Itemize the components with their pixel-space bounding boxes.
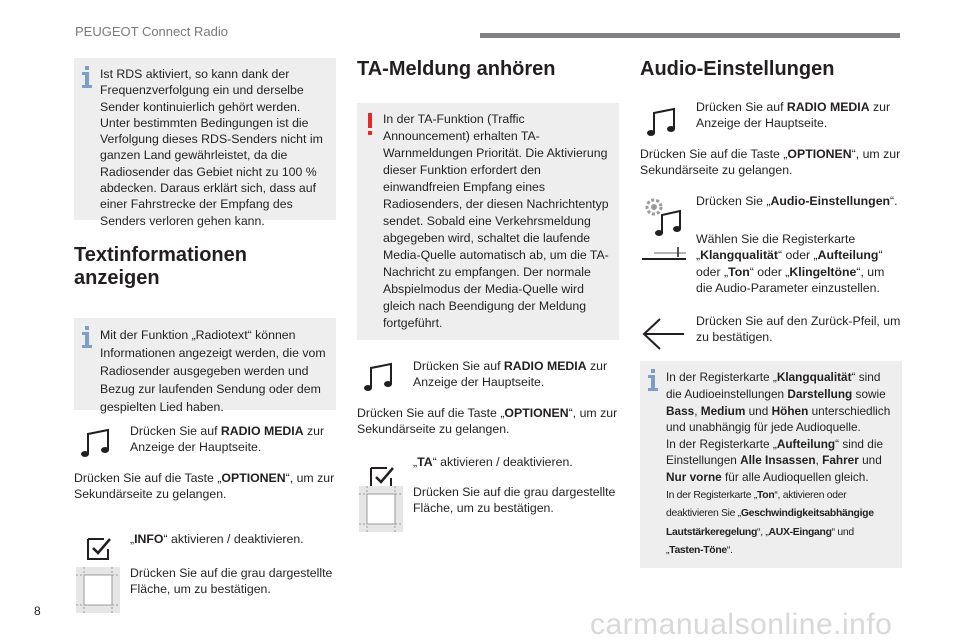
step-text: “ aktivieren / deaktivieren. [163, 531, 304, 546]
warning-box-ta [357, 103, 619, 340]
column-2 [357, 58, 619, 517]
step-text: Drücken Sie auf die grau dargestellte Fläche, um zu bestätigen. [130, 566, 333, 597]
info-icon [81, 326, 93, 348]
info-bold: Fahrer [822, 453, 859, 468]
step-radio-media [640, 99, 902, 132]
audio-einstellungen-label: Audio-Einstellungen [770, 193, 891, 208]
radio-media-label: RADIO MEDIA [503, 359, 587, 373]
step-back-arrow [640, 313, 902, 346]
info-fragment: “. [726, 545, 733, 557]
info-bold: Medium [700, 403, 746, 418]
para-text: Drücken Sie auf die Taste „ [74, 470, 222, 485]
step-text: Wählen Sie die Registerkarte „ [696, 232, 856, 263]
step-grey-area [357, 484, 619, 517]
info-bold: Höhen [771, 403, 809, 418]
para-text: “, um zur Sekundärseite zu gelangen. [357, 405, 618, 437]
step-text: Drücken Sie auf [413, 359, 504, 373]
info-bold: Geschwindigkeitsabhängige Lautstärkeregelung [666, 508, 874, 538]
step-audio-settings [640, 193, 902, 209]
step-ta-toggle [357, 454, 619, 470]
para-optionen [74, 470, 336, 503]
info-icon [81, 66, 93, 88]
warning-icon [367, 113, 373, 135]
step-text: Drücken Sie auf [696, 100, 787, 114]
step-radio-media [357, 354, 619, 391]
info-bold: Tasten-Töne [669, 545, 727, 557]
info-fragment: , [815, 453, 823, 468]
info-fragment: “, aktivieren oder deaktivieren Sie „ [666, 489, 847, 520]
page-number: 8 [34, 604, 41, 618]
warning-text-ta: In der TA-Funktion (Traffic Announcement) erhalten TA-Warnmeldungen Priorität. Die Aktivierung dieser Funktion erfordert den einwandfreien Empfang eines Radiosenders, der diesen Nachrichtentyp sendet. Sobald eine Verkehrsmeldung abgegeben wird, schaltet die laufende Media-Quelle automatisch ab, um die TA-Nachricht zu empfangen. Der normale Abspielmodus der Media-Quelle wird gleich nach Beendigung der Meldung fortgeführt. [383, 112, 609, 330]
info-fragment: “, „ [757, 526, 769, 538]
klingeltoene-label: Klingeltöne [789, 264, 857, 279]
info-bold: Bass [666, 403, 695, 418]
step-text: “, um die Audio-Parameter einzustellen. [696, 264, 885, 296]
info-box-rds [74, 58, 336, 228]
info-small [666, 490, 874, 557]
ton-label: Ton [728, 264, 750, 279]
grey-area-icon [357, 484, 405, 534]
info-fragment: In der Registerkarte „ [666, 370, 777, 385]
info-fragment: “ sind die Einstellungen [666, 436, 884, 468]
para-optionen [640, 146, 902, 179]
info-fragment: “ und „ [666, 526, 854, 557]
back-arrow-icon [640, 313, 688, 355]
para-text: Drücken Sie auf die Taste „ [640, 146, 788, 161]
info-fragment: unterschiedlich und unabhängig für jede Audioquelle. [666, 403, 891, 435]
step-text: “. [890, 193, 898, 208]
step-text: “ oder „ [749, 264, 790, 279]
radio-media-label: RADIO MEDIA [786, 100, 870, 114]
klangqualitaet-label: Klangqualität [700, 248, 778, 263]
checkbox-icon [74, 525, 122, 567]
optionen-label: OPTIONEN [221, 470, 286, 485]
info-bold: Ton [757, 489, 775, 501]
header-title: PEUGEOT Connect Radio [75, 24, 228, 39]
info-bold: Aufteilung [776, 436, 836, 451]
info-fragment: In der Registerkarte „ [666, 489, 757, 501]
column-1 [74, 58, 336, 598]
music-note-icon [74, 420, 122, 462]
para-text: Drücken Sie auf die Taste „ [357, 405, 505, 420]
info-box-klangqualitaet [640, 361, 902, 568]
info-label: INFO [134, 531, 164, 546]
optionen-label: OPTIONEN [504, 405, 569, 420]
para-optionen [357, 405, 619, 438]
radio-media-label: RADIO MEDIA [220, 424, 304, 438]
step-text: “ oder „ [696, 248, 883, 279]
step-radio-media [74, 420, 336, 456]
step-text: zur Anzeige der Hauptseite. [413, 359, 608, 390]
watermark: carmanualsonline.info [590, 608, 893, 641]
step-text: „ [130, 531, 135, 546]
heading-ta-meldung: TA-Meldung anhören [357, 58, 556, 80]
step-text: Drücken Sie auf den Zurück-Pfeil, um zu bestätigen. [696, 313, 901, 345]
step-text: Drücken Sie „ [696, 193, 771, 208]
info-fragment: In der Registerkarte „ [666, 436, 777, 451]
info-fragment: “ sind die Audioeinstellungen [666, 370, 881, 402]
grey-area-icon [74, 565, 122, 615]
header-rule [480, 33, 900, 38]
info-icon [647, 369, 659, 391]
music-note-icon [640, 99, 688, 141]
info-fragment: und [858, 453, 882, 468]
info-text-radiotext: Mit der Funktion „Radiotext“ können Informationen angezeigt werden, die vom Radiosender ausgegeben werden und Bezug zur laufenden Sendung oder dem gespielten Lied haben. [100, 328, 326, 414]
ta-label: TA [417, 454, 433, 469]
info-fragment: sowie [852, 387, 886, 402]
step-text: “ oder „ [778, 248, 818, 263]
music-note-icon [357, 354, 405, 396]
info-fragment: für alle Audioquellen gleich. [721, 470, 869, 485]
step-text: „ [413, 454, 418, 469]
info-box-radiotext [74, 318, 336, 414]
info-text [666, 370, 890, 556]
info-bold: Darstellung [787, 387, 853, 402]
info-bold: Nur vorne [666, 470, 722, 485]
para-text: “, um zur Sekundärseite zu gelangen. [640, 146, 901, 178]
info-fragment: , [694, 403, 701, 418]
step-text: “ aktivieren / deaktivieren. [432, 454, 573, 469]
step-tabs [640, 231, 902, 297]
step-info-toggle [74, 525, 336, 547]
step-text: zur Anzeige der Hauptseite. [696, 100, 891, 131]
heading-textinformationen: Textinformationen anzeigen [74, 244, 247, 289]
step-text: zur Anzeige der Hauptseite. [130, 424, 325, 455]
heading-audio-einstellungen: Audio-Einstellungen [640, 58, 835, 80]
tab-bar-icon [640, 231, 688, 273]
info-text-rds: Ist RDS aktiviert, so kann dank der Frequenzverfolgung ein und derselbe Sender kontinuierlich gehört werden. Unter bestimmten Bedingungen ist die Verfolgung dieses RDS-Senders nicht im ganzen Land gewährleistet, da die Radiosender das Gebiet nicht zu 100 % abdecken. Daraus erklärt sich, dass auf einer Fahrstrecke der Empfang des Senders verloren gehen kann. [100, 67, 323, 228]
step-text: Drücken Sie auf [130, 424, 221, 438]
optionen-label: OPTIONEN [787, 146, 852, 161]
info-bold: Klangqualität [776, 370, 852, 385]
info-bold: Alle Insassen [740, 453, 816, 468]
info-bold: AUX-Eingang [768, 526, 832, 538]
column-3 [640, 58, 902, 568]
info-fragment: und [745, 403, 772, 418]
step-grey-area [74, 565, 336, 598]
step-text: Drücken Sie auf die grau dargestellte Fläche, um zu bestätigen. [413, 485, 616, 516]
aufteilung-label: Aufteilung [817, 248, 879, 263]
para-text: “, um zur Sekundärseite zu gelangen. [74, 470, 335, 502]
